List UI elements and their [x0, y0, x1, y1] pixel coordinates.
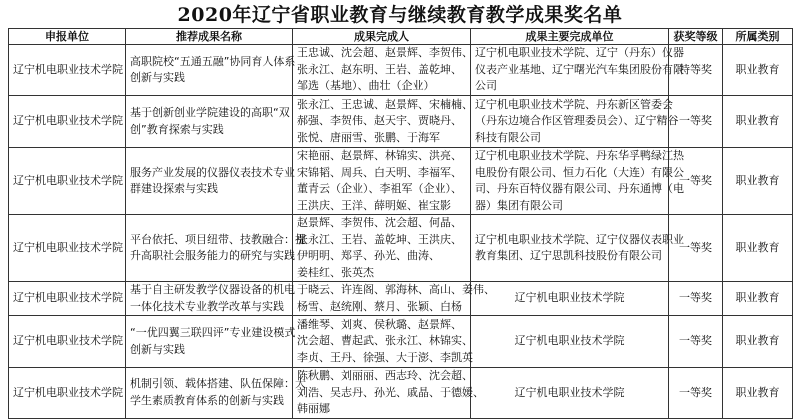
cell-people-line: 邹选（基地）、曲壮（企业）	[297, 79, 435, 93]
cell-org-line: 公司	[475, 79, 497, 93]
cell-people-line: 沈会超、曹起武、张永江、林锦实、	[297, 334, 473, 348]
cell-unit: 辽宁机电职业技术学院	[9, 96, 126, 148]
cell-org	[471, 45, 684, 96]
header-people: 成果完成人	[293, 29, 471, 45]
cell-name-line: 基于创新创业学院建设的高职“双	[130, 106, 290, 119]
cell-level: 一等奖	[669, 316, 723, 368]
cell-unit: 辽宁机电职业技术学院	[9, 215, 126, 282]
cell-org-line: 司、丹东百特仪器有限公司、丹东通博（电	[475, 182, 684, 195]
cell-level: 一等奖	[669, 215, 723, 282]
cell-name-line: 一体化技术专业教学改革与实践	[130, 299, 284, 313]
cell-name-line: 服务产业发展的仪器仪表技术专业	[130, 165, 295, 179]
cell-people-line: 伊明明、郑孚、孙光、曲涛、	[297, 249, 440, 262]
cell-category: 职业教育	[723, 96, 793, 148]
cell-name-line: 创新与实践	[130, 342, 185, 356]
cell-unit: 辽宁机电职业技术学院	[9, 148, 126, 215]
cell-org-line: 科技有限公司	[475, 130, 541, 144]
cell-org-line: 辽宁机电职业技术学院	[514, 385, 625, 399]
cell-name-line: 高职院校“五通五融”协同育人体系	[130, 54, 296, 68]
cell-people-line: 于晓云、许连阁、郭海林、高山、姜伟、	[297, 283, 495, 296]
cell-org-line: 辽宁机电职业技术学院、丹东华孚鸭绿江热	[475, 149, 684, 162]
cell-org	[471, 368, 669, 419]
cell-name-line: 机制引领、载体搭建、队伍保障：大	[130, 377, 306, 391]
cell-level: 一等奖	[669, 282, 723, 316]
cell-org-line: 辽宁机电职业技术学院、丹东新区管委会	[475, 97, 673, 111]
cell-org	[471, 96, 679, 148]
cell-org-line: （丹东边境合作区管理委员会）、辽宁精谷	[475, 114, 679, 128]
cell-people-line: 姜桂红、张英杰	[297, 265, 374, 279]
cell-people-line: 李贞、王丹、徐强、大于澎、李凯英	[297, 350, 473, 364]
cell-people	[293, 368, 484, 419]
cell-people-line: 王忠诚、沈会超、赵景辉、李贺伟、	[297, 46, 473, 60]
cell-level: 特等奖	[669, 45, 723, 96]
table-row	[9, 282, 793, 316]
cell-people	[293, 282, 495, 316]
award-table	[8, 28, 793, 419]
cell-org-line: 器）集团有限公司	[475, 198, 563, 212]
table-row	[9, 45, 793, 96]
cell-people	[293, 215, 471, 282]
cell-unit: 辽宁机电职业技术学院	[9, 282, 126, 316]
cell-people-line: 郝强、李贺伟、赵天宇、贾晓丹、	[297, 114, 462, 128]
table-row	[9, 96, 793, 148]
header-category: 所属类别	[723, 29, 793, 45]
cell-people	[293, 316, 471, 368]
cell-name-line: 创新与实践	[130, 71, 185, 84]
cell-people	[293, 96, 471, 148]
cell-org-line: 辽宁机电职业技术学院、辽宁仪器仪表职业	[475, 232, 684, 246]
cell-people-line: 宋艳丽、赵景辉、林锦实、洪亮、	[297, 149, 462, 162]
cell-org-line: 仪表产业基地、辽宁曙光汽车集团股份有限	[475, 62, 684, 76]
cell-name-line: 升高职社会服务能力的研究与实践	[130, 249, 295, 262]
cell-org	[471, 316, 669, 368]
cell-name	[126, 316, 296, 368]
cell-category: 职业教育	[723, 368, 793, 419]
cell-people	[293, 148, 471, 215]
cell-org-line: 电股份有限公司、恒力石化（大连）有限公	[475, 165, 684, 179]
cell-people-line: 刘浩、吴志丹、孙光、戚晶、于德媛、	[297, 385, 484, 399]
cell-people	[293, 45, 471, 96]
cell-org	[471, 282, 669, 316]
cell-name	[126, 148, 293, 215]
cell-name-line: “一优四翼三联四评”专业建设模式	[130, 326, 296, 339]
cell-name	[126, 96, 293, 148]
cell-category: 职业教育	[723, 215, 793, 282]
cell-unit: 辽宁机电职业技术学院	[9, 316, 126, 368]
header-level: 获奖等级	[669, 29, 723, 45]
cell-unit: 辽宁机电职业技术学院	[9, 368, 126, 419]
cell-org	[471, 215, 684, 282]
cell-people-line: 陈秋鹏、刘丽丽、西志玲、沈会超、	[297, 369, 473, 382]
cell-name	[126, 368, 306, 419]
cell-name-line: 基于自主研发教学仪器设备的机电	[130, 283, 295, 296]
cell-name	[126, 215, 306, 282]
cell-org	[471, 148, 684, 215]
cell-name-line: 创”教育探索与实践	[130, 122, 224, 136]
table-row	[9, 316, 793, 368]
cell-name-line: 学生素质教育体系的创新与实践	[130, 393, 284, 407]
cell-people-line: 赵景辉、李贺伟、沈会超、何晶、	[297, 216, 462, 229]
cell-people-line: 宋锦韬、周兵、白天明、李福军、	[297, 165, 462, 179]
cell-level: 一等奖	[669, 96, 723, 148]
table-row	[9, 368, 793, 419]
cell-people-line: 张永江、王忠诚、赵景辉、宋楠楠、	[297, 97, 473, 111]
page-title: 2020年辽宁省职业教育与继续教育教学成果奖名单	[177, 4, 623, 26]
cell-people-line: 张悦、唐丽雪、张鹏、于海军	[297, 130, 440, 144]
header-org: 成果主要完成单位	[471, 29, 669, 45]
cell-unit: 辽宁机电职业技术学院	[9, 45, 126, 96]
cell-people-line: 韩丽娜	[297, 402, 330, 415]
cell-people-line: 杨雪、赵统刚、蔡月、张颖、白杨	[297, 299, 462, 313]
cell-name-line: 群建设探索与实践	[130, 182, 218, 195]
cell-org-line: 教育集团、辽宁思凯科技股份有限公司	[475, 249, 662, 262]
header-name: 推荐成果名称	[126, 29, 293, 45]
cell-level: 一等奖	[669, 368, 723, 419]
header-unit: 申报单位	[9, 29, 126, 45]
cell-category: 职业教育	[723, 45, 793, 96]
table-row	[9, 148, 793, 215]
cell-org-line: 辽宁机电职业技术学院	[514, 334, 625, 348]
cell-category: 职业教育	[723, 316, 793, 368]
cell-category: 职业教育	[723, 282, 793, 316]
table-row	[9, 215, 793, 282]
cell-name-line: 平台依托、项目纽带、技教融合：提	[130, 232, 306, 246]
cell-level: 一等奖	[669, 148, 723, 215]
cell-org-line: 辽宁机电职业技术学院	[514, 291, 625, 305]
cell-org-line: 辽宁机电职业技术学院、辽宁（丹东）仪器	[475, 46, 684, 60]
cell-people-line: 张永江、赵东明、王岩、盖乾坤、	[297, 62, 462, 76]
cell-category: 职业教育	[723, 148, 793, 215]
cell-name	[126, 45, 296, 96]
cell-people-line: 王洪庆、王洋、薛明姬、崔宝影	[297, 198, 451, 212]
cell-people-line: 董青云（企业）、李祖军（企业）、	[297, 182, 462, 195]
table-header-row	[9, 29, 793, 45]
cell-people-line: 潘维琴、刘爽、侯秋璐、赵景辉、	[297, 317, 462, 331]
cell-people-line: 张永江、王岩、盖乾坤、王洪庆、	[297, 232, 462, 246]
cell-name	[126, 282, 293, 316]
